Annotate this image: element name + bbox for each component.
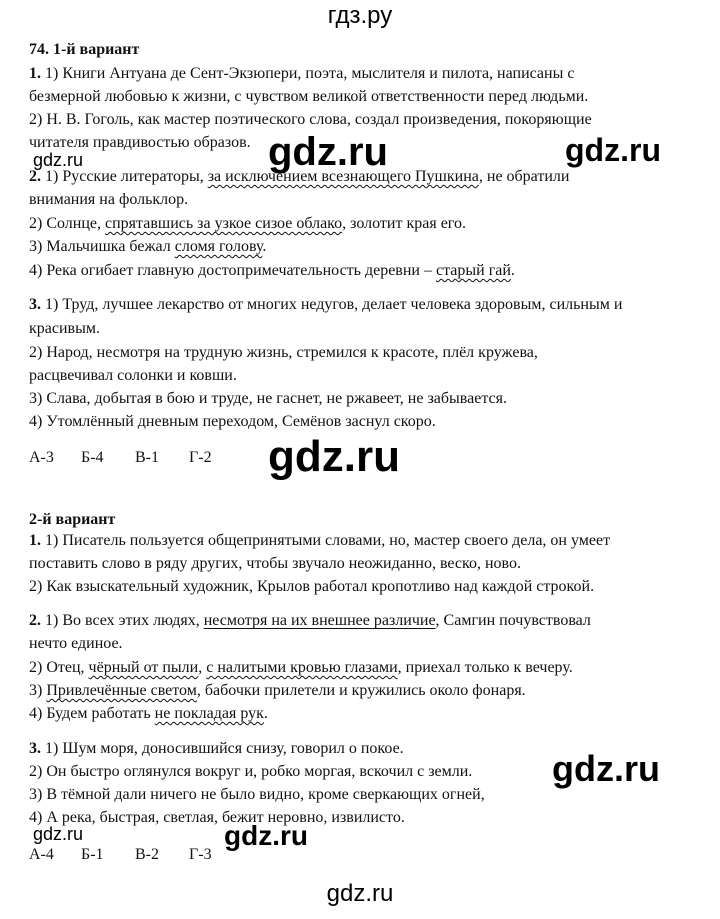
answer-item: Б-4 bbox=[81, 449, 104, 466]
task-2-line bbox=[29, 261, 515, 281]
text-span: , не обратили bbox=[478, 168, 570, 185]
watermark-large: gdz.ru bbox=[552, 748, 660, 789]
task-number: 1. bbox=[29, 65, 41, 82]
task-3-line bbox=[29, 739, 404, 759]
text-span: , Самгин почувствовал bbox=[435, 612, 591, 629]
answer-key bbox=[29, 448, 212, 468]
text-span: 3) Мальчишка бежал bbox=[29, 238, 175, 255]
task-2-line bbox=[29, 611, 591, 631]
underlined-phrase: несмотря на их внешнее различие bbox=[203, 612, 436, 629]
text-span: 3) bbox=[29, 682, 47, 699]
text-span: . bbox=[510, 262, 515, 279]
answer-item: Б-1 bbox=[81, 846, 104, 863]
watermark-large: gdz.ru bbox=[565, 132, 661, 168]
task-number: 3. bbox=[29, 296, 41, 313]
task-3-line: 4) А река, быстрая, светлая, бежит неровно, извилисто. bbox=[29, 809, 405, 826]
task-1-line: 2) Как взыскательный художник, Крылов работал кропотливо над каждой строкой. bbox=[29, 578, 595, 595]
text-span: 4) Река огибает главную достопримечательность деревни – bbox=[29, 262, 436, 279]
text-span: 1) Шум моря, доносившийся снизу, говорил о покое. bbox=[41, 740, 404, 757]
watermark-large: gdz.ru bbox=[268, 432, 400, 481]
page-title: 74. 1-й вариант bbox=[29, 41, 140, 58]
task-3-line: 3) Слава, добытая в бою и труде, не гаснет, не ржавеет, не забывается. bbox=[29, 390, 507, 407]
text-span: 1) Во всех этих людях, bbox=[41, 612, 204, 629]
underlined-phrase: сломя голову bbox=[174, 238, 263, 255]
task-2-line bbox=[29, 237, 266, 257]
task-2-line: нечто единое. bbox=[29, 635, 123, 652]
answer-item: В-1 bbox=[135, 449, 159, 466]
task-2-line bbox=[29, 681, 526, 701]
watermark-large: gdz.ru bbox=[224, 820, 308, 851]
task-2-line bbox=[29, 214, 466, 234]
text-span: , приехал только к вечеру. bbox=[397, 659, 573, 676]
task-3-line: 2) Народ, несмотря на трудную жизнь, стремился к красоте, плёл кружева, bbox=[29, 344, 538, 361]
task-number: 2. bbox=[29, 612, 41, 629]
answer-item: Г-3 bbox=[189, 846, 212, 863]
answer-item: Г-2 bbox=[189, 449, 212, 466]
variant-2-title: 2-й вариант bbox=[29, 511, 116, 528]
watermark-small: gdz.ru bbox=[33, 824, 84, 844]
text-span: . bbox=[262, 238, 267, 255]
task-1-line bbox=[29, 531, 610, 551]
task-2-line bbox=[29, 167, 569, 187]
text-span: 1) Книги Антуана де Сент-Экзюпери, поэта, мыслителя и пилота, написаны с bbox=[41, 65, 575, 82]
answer-item: В-2 bbox=[135, 846, 159, 863]
watermark-bottom: gdz.ru bbox=[326, 880, 394, 907]
answer-item: А-3 bbox=[29, 449, 54, 466]
task-1-line: безмерной любовью к жизни, с чувством великой ответственности перед людьми. bbox=[29, 88, 589, 105]
answer-key bbox=[29, 845, 212, 865]
underlined-phrase: Привлечённые светом bbox=[46, 682, 197, 699]
task-1-line: 2) Н. В. Гоголь, как мастер поэтического слова, создал произведения, покоряющие bbox=[29, 111, 592, 128]
text-span: , бабочки прилетели и кружились около фонаря. bbox=[196, 682, 526, 699]
text-span: 2) Отец, bbox=[29, 659, 89, 676]
task-3-line: расцвечивал солонки и ковши. bbox=[29, 367, 237, 384]
task-number: 1. bbox=[29, 532, 41, 549]
text-span: 2) Солнце, bbox=[29, 215, 105, 232]
task-3-line bbox=[29, 295, 622, 315]
text-span: . bbox=[263, 705, 268, 722]
task-1-line bbox=[29, 64, 574, 84]
task-3-line: 4) Утомлённый дневным переходом, Семёнов заснул скоро. bbox=[29, 413, 436, 430]
task-3-line: 3) В тёмной дали ничего не было видно, кроме сверкающих огней, bbox=[29, 786, 485, 803]
answer-item: А-4 bbox=[29, 846, 54, 863]
text-span: 1) Писатель пользуется общепринятыми словами, но, мастер своего дела, он умеет bbox=[41, 532, 611, 549]
watermark-small: gdz.ru bbox=[33, 150, 84, 170]
underlined-phrase: за исключением всезнающего Пушкина bbox=[207, 168, 479, 185]
task-2-line: внимания на фольклор. bbox=[29, 191, 189, 208]
text-span: , золотит края его. bbox=[342, 215, 466, 232]
task-number: 3. bbox=[29, 740, 41, 757]
watermark-large: gdz.ru bbox=[268, 130, 388, 174]
task-1-line: поставить слово в ряду других, чтобы звучало неожиданно, веско, ново. bbox=[29, 555, 521, 572]
task-1-line: читателя правдивостью образов. bbox=[29, 134, 251, 151]
underlined-phrase: чёрный от пыли bbox=[88, 659, 199, 676]
text-span: 4) Будем работать bbox=[29, 705, 155, 722]
text-span: 1) Русские литераторы, bbox=[41, 168, 208, 185]
watermark-top: гдз.ру bbox=[327, 2, 393, 29]
underlined-phrase: старый гай bbox=[435, 262, 511, 279]
task-2-line bbox=[29, 704, 268, 724]
underlined-phrase: не покладая рук bbox=[154, 705, 264, 722]
task-2-line bbox=[29, 658, 573, 678]
task-3-line: 2) Он быстро оглянулся вокруг и, робко моргая, вскочил с земли. bbox=[29, 763, 473, 780]
underlined-phrase: с налитыми кровью глазами bbox=[206, 659, 398, 676]
text-span: , bbox=[198, 659, 207, 676]
task-3-line: красивым. bbox=[29, 320, 100, 337]
task-number: 2. bbox=[29, 168, 41, 185]
text-span: 1) Труд, лучшее лекарство от многих недугов, делает человека здоровым, сильным и bbox=[41, 296, 623, 313]
underlined-phrase: спрятавшись за узкое сизое облако bbox=[105, 215, 343, 232]
